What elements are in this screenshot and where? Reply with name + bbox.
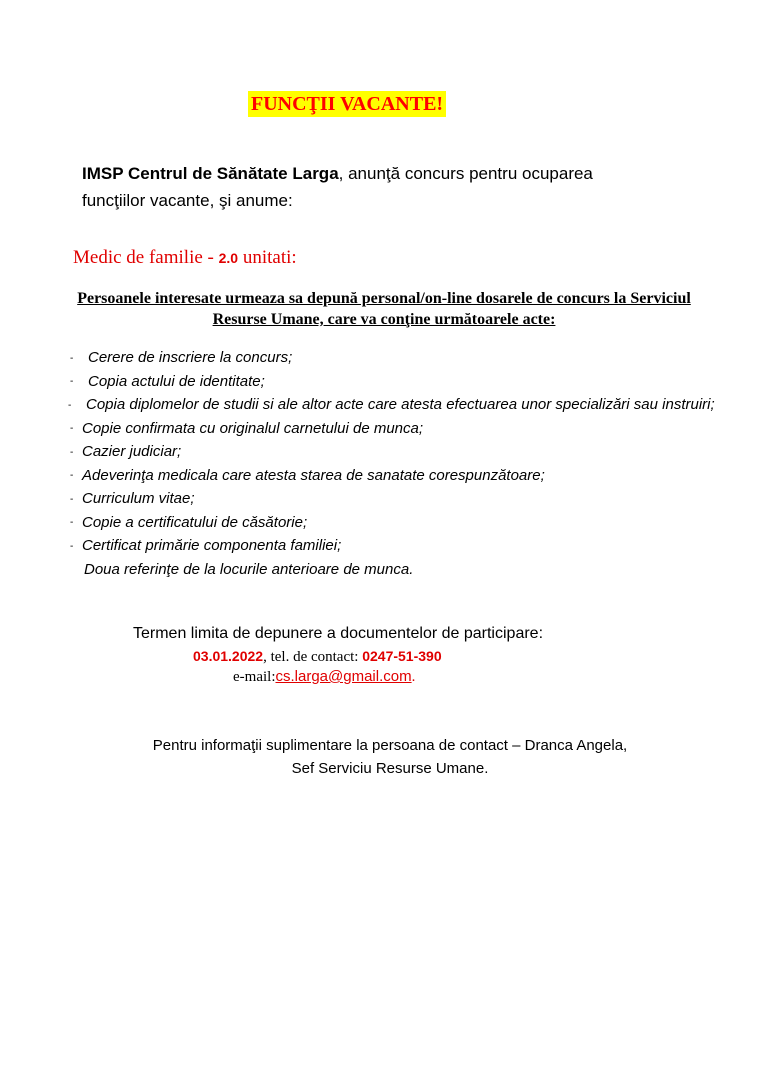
dash-bullet: -: [70, 446, 74, 458]
email-end: .: [411, 669, 416, 685]
dash-bullet: -: [70, 517, 74, 529]
dash-bullet: -: [70, 470, 74, 482]
list-item: - Copie a certificatului de căsătorie;: [70, 511, 720, 535]
contact-line1: Pentru informaţii suplimentare la persoana de contact – Dranca Angela,: [152, 737, 628, 754]
documents-list: [70, 346, 720, 581]
list-item: - Copie confirmata cu originalul carnetului de munca;: [70, 417, 720, 441]
deadline-date: 03.01.2022: [193, 648, 264, 664]
list-item: - Copia actului de identitate;: [70, 370, 720, 394]
list-item: - Cazier judiciar;: [70, 440, 720, 464]
list-item: - Certificat primărie componenta familiei;: [70, 534, 720, 558]
email-line: [233, 668, 415, 686]
requirements-heading: Persoanele interesate urmeaza sa depună personal/on-line dosarele de concurs la Serviciul Resurse Umane, care va conţine următoarele acte:: [77, 290, 691, 328]
dash-bullet: -: [70, 540, 74, 552]
intro-line1-rest: , anunţă concurs pentru ocuparea: [338, 164, 593, 183]
dash-bullet: -: [70, 376, 74, 388]
contact-line2: Sef Serviciu Resurse Umane.: [291, 760, 489, 777]
position-line: [73, 246, 297, 270]
list-item: - Copia diplomelor de studii si ale altor acte care atesta efectuarea unor specializări sau instruiri;: [68, 393, 720, 417]
position-count: 2.0: [218, 250, 239, 266]
deadline-label: Termen limita de depunere a documentelor de participare:: [133, 625, 544, 642]
intro-paragraph: [82, 160, 682, 214]
page-title: FUNCŢII VACANTE!: [248, 91, 446, 117]
list-item: - Curriculum vitae;: [70, 487, 720, 511]
intro-line2: funcţiilor vacante, şi anume:: [82, 191, 293, 210]
org-name: IMSP Centrul de Sănătate Larga: [82, 164, 339, 183]
email-link[interactable]: cs.larga@gmail.com: [275, 668, 412, 685]
dash-bullet: -: [70, 352, 74, 364]
position-unit: unitati:: [242, 247, 297, 268]
deadline-line: [193, 648, 442, 666]
list-item: - Adeverinţa medicala care atesta starea de sanatate corespunzătoare;: [70, 464, 720, 488]
dash-bullet: -: [70, 423, 74, 435]
contact-phone: 0247-51-390: [362, 648, 442, 664]
position-name: Medic de familie -: [73, 247, 214, 268]
dash-bullet: -: [70, 493, 74, 505]
contact-info: [60, 734, 720, 780]
list-item: Doua referinţe de la locurile anterioare de munca.: [84, 560, 414, 578]
tel-label: , tel. de contact:: [263, 649, 359, 665]
list-item: - Cerere de inscriere la concurs;: [70, 346, 720, 370]
dash-bullet: -: [68, 399, 72, 411]
email-label: e-mail:: [233, 669, 276, 685]
